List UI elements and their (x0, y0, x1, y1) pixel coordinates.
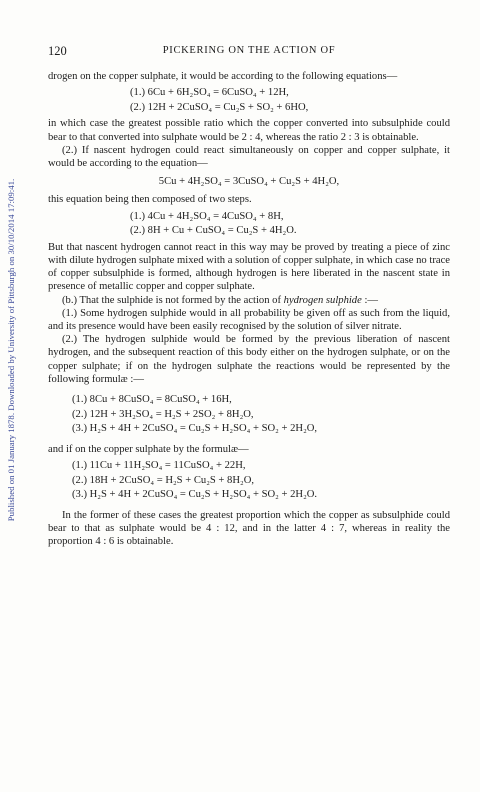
paragraph: (2.) If nascent hydrogen could react simultaneously on copper and copper sulphate, it would be according to the equation— (48, 144, 450, 169)
equation: (2.) 18H + 2CuSO₄ = H₂S + Cu₂S + 8H₂O, (72, 474, 254, 486)
paragraph: (1.) Some hydrogen sulphide would in all probability be given off as such from the liquid, and its presence would have been easily recognised by the solution of silver nitrate. (48, 307, 450, 333)
paragraph: this equation being then composed of two steps. (48, 194, 252, 206)
page-header (48, 44, 450, 60)
equation: (1.) 11Cu + 11H₂SO₄ = 11CuSO₄ + 22H, (72, 460, 246, 472)
spacer (48, 386, 450, 390)
equation-list (130, 86, 450, 114)
equation: (2.) 12H + 2CuSO₄ = Cu₂S + SO₂ + 6HO, (130, 101, 309, 113)
equation: (2.) 12H + 3H₂SO₄ = H₂S + 2SO₂ + 8H₂O, (72, 408, 254, 420)
running-title: PICKERING ON THE ACTION OF (162, 45, 336, 56)
equation: 5Cu + 4H₂SO₄ = 3CuSO₄ + Cu₂S + 4H₂O, (158, 176, 340, 188)
download-watermark-text: Published on 01 January 1878. Downloaded by University of Pittsburgh on 30/10/2014 17:09:41. (6, 178, 16, 522)
equation: (2.) 8H + Cu + CuSO₄ = Cu₂S + 4H₂O. (130, 225, 297, 237)
article-body (48, 70, 450, 548)
download-watermark (4, 70, 18, 630)
italic-term: hydrogen sulphide (283, 294, 362, 306)
equation: (3.) H₂S + 4H + 2CuSO₄ = Cu₂S + H₂SO₄ + SO₂ + 2H₂O, (72, 423, 318, 435)
equation: (1.) 4Cu + 4H₂SO₄ = 4CuSO₄ + 8H, (130, 210, 284, 222)
paragraph: But that nascent hydrogen cannot react in this way may be proved by treating a piece of zinc with dilute hydrogen sulphate mixed with a solution of copper sulphate, in which case no trace of copper subsulphide is formed, although hydrogen is here liberated in the nascent state in presence of metallic copper and copper sulphate. (48, 241, 450, 293)
paragraph-tail: :— (361, 294, 378, 306)
paragraph: drogen on the copper sulphate, it would be according to the following equations— (48, 71, 398, 82)
paragraph-lead: (b.) That the sulphide is not formed by the action of (62, 294, 284, 306)
paragraph: (2.) The hydrogen sulphide would be formed by the previous liberation of nascent hydrogen, and the subsequent reaction of this body either on the hydrogen sulphate, or on the copper sulphate; if on the hydrogen sulphate the reactions would be represented by the following formulæ :— (48, 334, 450, 385)
paragraph (48, 294, 450, 307)
paragraph: in which case the greatest possible ratio which the copper converted into subsulphide could bear to that converted into sulphate would be 2 : 4, whereas the ratio 2 : 3 is obtainable. (48, 118, 450, 143)
equation-list (130, 210, 450, 238)
paragraph: and if on the copper sulphate by the formulæ— (48, 443, 249, 455)
equation: (3.) H₂S + 4H + 2CuSO₄ = Cu₂S + H₂SO₄ + SO₂ + 2H₂O. (72, 489, 318, 501)
equation-list (72, 459, 450, 502)
equation: (1.) 8Cu + 8CuSO₄ = 8CuSO₄ + 16H, (72, 394, 232, 406)
equation: (1.) 6Cu + 6H₂SO₄ = 6CuSO₄ + 12H, (130, 87, 289, 99)
paragraph: In the former of these cases the greatest proportion which the copper as subsulphide could bear to that as sulphate would be 4 : 12, and in the latter 4 : 7, whereas in reality the proportion 4 : 6 is obtainable. (48, 509, 450, 548)
equation-list (72, 393, 450, 436)
page-number: 120 (48, 44, 67, 58)
